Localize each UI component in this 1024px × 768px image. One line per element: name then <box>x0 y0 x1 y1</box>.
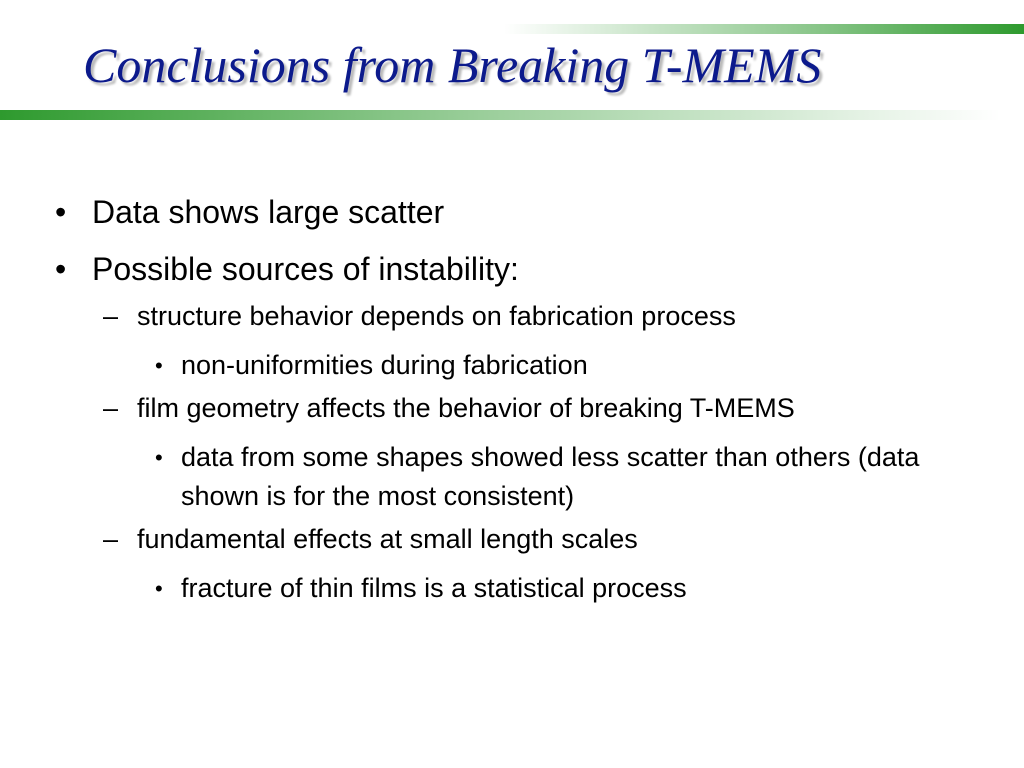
bullet-item <box>0 190 1024 234</box>
dash-marker: – <box>103 301 119 331</box>
decorative-bar-bottom <box>0 110 1000 120</box>
sub-sub-bullet-item <box>0 346 1024 385</box>
sub-bullet-text: structure behavior depends on fabrication process <box>137 301 736 331</box>
sub-sub-bullet-text: fracture of thin films is a statistical process <box>181 573 687 603</box>
sub-bullet-text: film geometry affects the behavior of breaking T-MEMS <box>137 393 795 423</box>
decorative-bar-top <box>504 24 1024 34</box>
bullet-list <box>0 190 1024 619</box>
slide-title: Conclusions from Breaking T-MEMS <box>83 37 822 93</box>
bullet-item <box>0 247 1024 291</box>
sub-bullet-item <box>0 299 1024 333</box>
bullet-marker: • <box>155 576 163 601</box>
bullet-text: Data shows large scatter <box>92 194 445 230</box>
dash-marker: – <box>103 393 119 423</box>
bullet-marker: • <box>155 353 163 378</box>
sub-sub-bullet-text: data from some shapes showed less scatter than others (data shown is for the most consistent) <box>181 442 920 511</box>
sub-sub-bullet-item <box>0 438 1024 516</box>
sub-bullet-item <box>0 522 1024 556</box>
bullet-marker: • <box>55 194 67 230</box>
sub-sub-bullet-item <box>0 569 1024 608</box>
bullet-text: Possible sources of instability: <box>92 251 519 287</box>
dash-marker: – <box>103 524 119 554</box>
bullet-marker: • <box>155 445 163 470</box>
sub-bullet-text: fundamental effects at small length scales <box>137 524 638 554</box>
sub-sub-bullet-text: non-uniformities during fabrication <box>181 350 588 380</box>
bullet-marker: • <box>55 251 67 287</box>
sub-bullet-item <box>0 391 1024 425</box>
